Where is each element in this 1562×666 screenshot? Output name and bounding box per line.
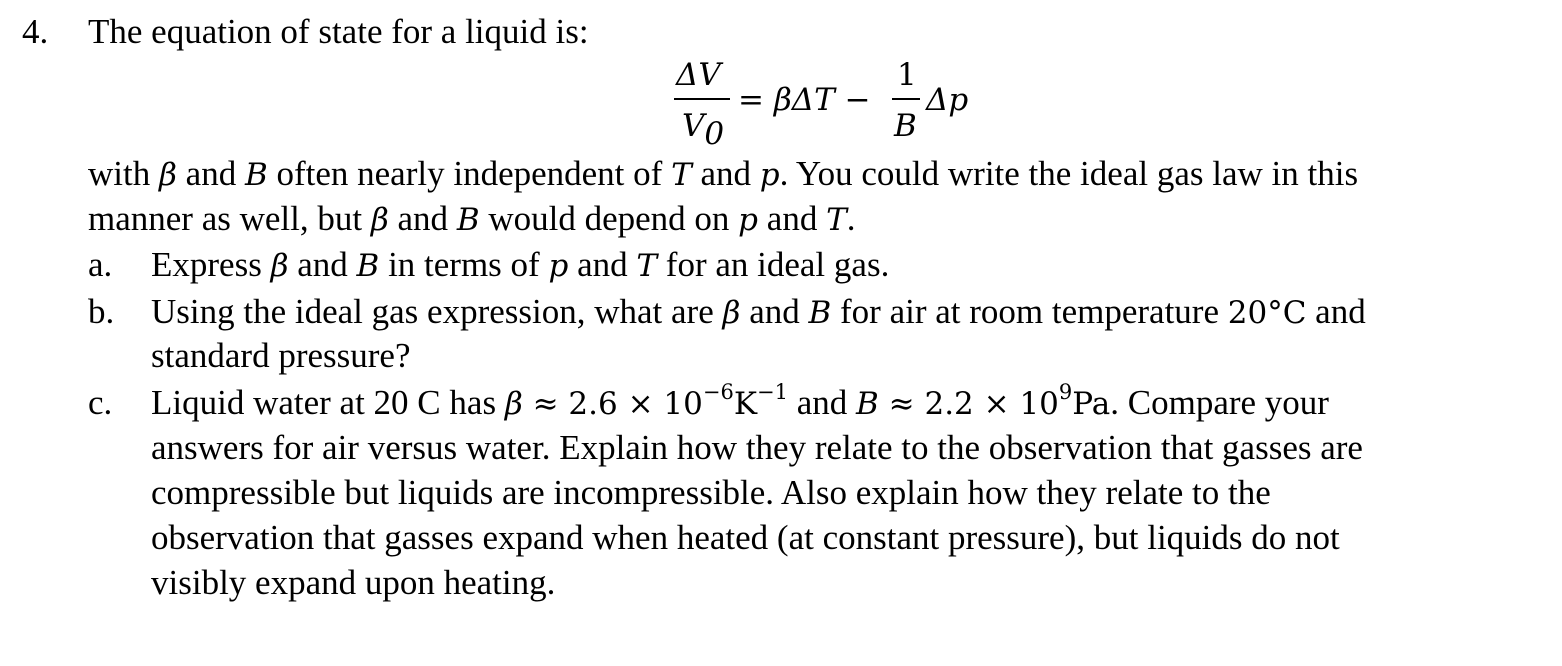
paragraph-line-2: manner as well, but β and B would depend on p and T.	[88, 199, 856, 238]
part-c-label: c.	[88, 383, 113, 422]
part-c-line-1: Liquid water at 20 C has $\beta \approx 2.6 \times 10^{-6}K^{-1}$ and $B \approx 2.2 \times 10^9Pa$. Compare your	[151, 380, 1329, 422]
part-c-line-2: answers for air versus water. Explain how they relate to the observation that gasses are	[151, 428, 1363, 467]
eq-middle: = βΔT −	[738, 82, 871, 118]
part-b-line-1: Using the ideal gas expression, what are β and B for air at room temperature 20°C and	[151, 292, 1366, 331]
problem-intro: The equation of state for a liquid is:	[88, 12, 589, 51]
eq-rhs-numerator: 1	[897, 57, 917, 93]
eq-lhs-fraction-bar	[674, 98, 730, 100]
part-c-line-4: observation that gasses expand when heated (at constant pressure), but liquids do not	[151, 518, 1340, 557]
paragraph-line-1: with β and B often nearly independent of T and p. You could write the ideal gas law in this	[88, 154, 1359, 193]
eq-rhs-tail: Δp	[926, 82, 969, 118]
eq-rhs-denominator: B	[894, 108, 917, 144]
problem-number: 4.	[22, 12, 49, 51]
eq-rhs-fraction-bar	[892, 98, 920, 100]
part-c-line-3: compressible but liquids are incompressible. Also explain how they relate to the	[151, 473, 1271, 512]
part-b-line-2: standard pressure?	[151, 336, 411, 375]
part-a-text: Express β and B in terms of p and T for an ideal gas.	[151, 245, 890, 284]
eq-lhs-numerator: ΔV	[676, 57, 721, 93]
part-c-line-5: visibly expand upon heating.	[151, 563, 556, 602]
part-a-label: a.	[88, 245, 113, 284]
eq-lhs-denominator: $V_0$	[682, 108, 725, 152]
part-b-label: b.	[88, 292, 115, 331]
